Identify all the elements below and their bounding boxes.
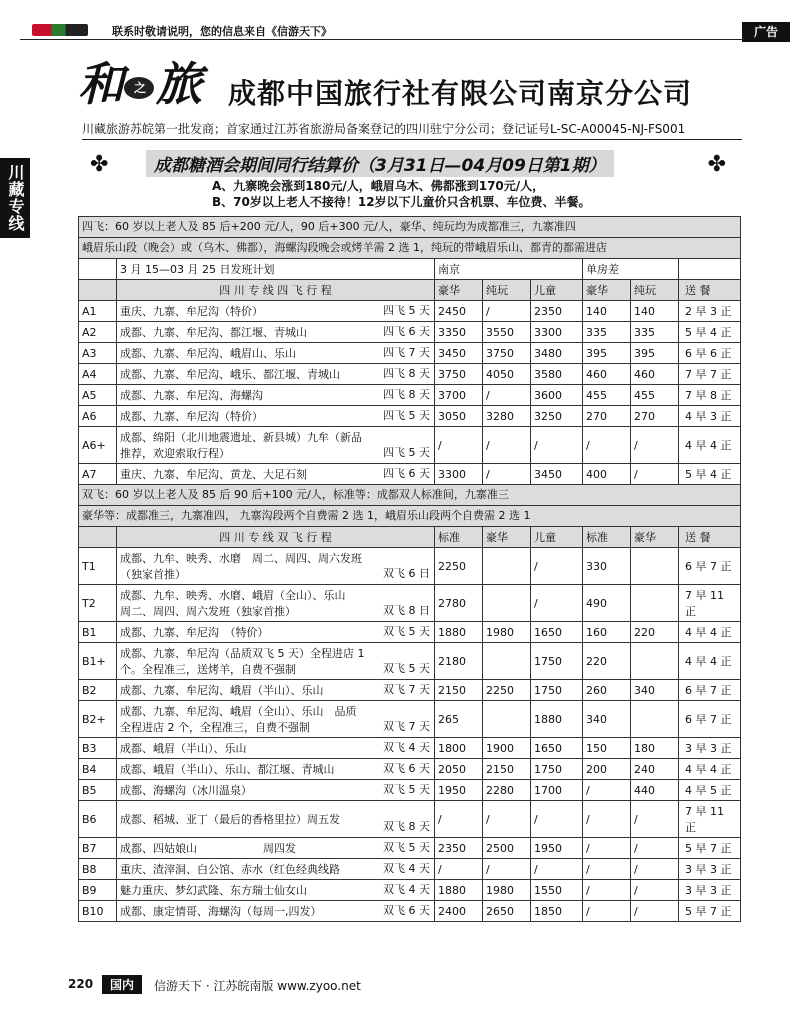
route-code: B1+ <box>79 643 117 680</box>
route-text: 成都、九寨、牟尼沟、峨眉（全山）、乐山 品质全程进店 2 个，全程准三，自费不强制 <box>120 705 357 734</box>
header-col: 儿童 <box>531 280 583 301</box>
route-days: 四飞 5 天 <box>383 304 430 317</box>
company-subline: 川藏旅游苏皖第一批发商；首家通过江苏省旅游局备案登记的四川驻宁分公司；登记证号L-SC-A00045-NJ-FS001 <box>82 120 742 140</box>
price-cell: 1700 <box>531 780 583 801</box>
route-code: A6+ <box>79 427 117 464</box>
price-cell: 460 <box>583 364 631 385</box>
price-cell: 1980 <box>483 880 531 901</box>
price-cell: 4 早 4 正 <box>679 643 741 680</box>
price-cell: 7 早 7 正 <box>679 364 741 385</box>
price-cell: 3450 <box>435 343 483 364</box>
route-cell <box>117 643 435 680</box>
table-row <box>79 301 741 322</box>
section2-note2: 豪华等：成都准三，九寨准四， 九寨沟段两个自费需 2 选 1，峨眉乐山段两个自费需 2 选 1 <box>79 506 741 527</box>
header-col: 送 餐 <box>679 280 741 301</box>
route-days: 双飞 5 天 <box>383 841 430 854</box>
route-code: B3 <box>79 738 117 759</box>
price-cell: 270 <box>583 406 631 427</box>
route-text: 魅力重庆、梦幻武隆、东方瑞士仙女山 <box>120 884 307 897</box>
table-row <box>79 801 741 838</box>
publisher-logo <box>32 24 88 36</box>
single-room-label: 单房差 <box>583 259 679 280</box>
header-col: 豪华 <box>631 527 679 548</box>
price-cell: 260 <box>583 680 631 701</box>
price-cell: 6 早 7 正 <box>679 701 741 738</box>
price-cell: 220 <box>631 622 679 643</box>
table-row <box>79 585 741 622</box>
route-text: 重庆、九寨、牟尼沟（特价） <box>120 305 263 318</box>
header-col: 豪华 <box>435 280 483 301</box>
route-code: B10 <box>79 901 117 922</box>
table-row <box>79 780 741 801</box>
schedule-text: 3 月 15—03 月 25 日发班计划 <box>117 259 435 280</box>
price-cell: 2500 <box>483 838 531 859</box>
route-text: 成都、九寨、牟尼沟、都江堰、青城山 <box>120 326 307 339</box>
route-text: 成都、九寨、牟尼沟、峨乐、都江堰、青城山 <box>120 368 340 381</box>
note-row <box>79 217 741 238</box>
price-cell <box>631 585 679 622</box>
price-cell: / <box>583 859 631 880</box>
route-code: B7 <box>79 838 117 859</box>
price-cell: 2450 <box>435 301 483 322</box>
price-cell: 2250 <box>483 680 531 701</box>
price-cell: 240 <box>631 759 679 780</box>
price-cell: 4 早 4 正 <box>679 759 741 780</box>
route-code: B2 <box>79 680 117 701</box>
price-cell: 270 <box>631 406 679 427</box>
price-cell: 2280 <box>483 780 531 801</box>
price-cell: 335 <box>631 322 679 343</box>
note-row <box>79 485 741 506</box>
price-cell: 3480 <box>531 343 583 364</box>
table-row <box>79 548 741 585</box>
price-cell: 160 <box>583 622 631 643</box>
price-cell: / <box>631 838 679 859</box>
schedule-blank <box>679 259 741 280</box>
price-cell: 3550 <box>483 322 531 343</box>
route-text: 成都、四姑娘山 周四发 <box>120 842 296 855</box>
header-col: 标准 <box>583 527 631 548</box>
route-days: 双飞 5 天 <box>383 783 430 796</box>
section-tag: 国内 <box>102 975 142 994</box>
route-text: 成都、九寨、牟尼沟、峨眉（半山）、乐山 <box>120 684 324 697</box>
header-row <box>79 280 741 301</box>
route-cell <box>117 901 435 922</box>
price-title: 成都糖酒会期间同行结算价（3月31日—04月09日第1期） <box>146 150 614 177</box>
price-cell: 2050 <box>435 759 483 780</box>
price-cell: / <box>531 859 583 880</box>
price-cell: / <box>435 859 483 880</box>
company-name: 成都中国旅行社有限公司南京分公司 <box>228 77 693 110</box>
table-row <box>79 738 741 759</box>
price-cell: 2350 <box>531 301 583 322</box>
publication-name: 信游天下 · 江苏皖南版 www.zyoo.net <box>154 979 361 993</box>
price-cell: 1650 <box>531 622 583 643</box>
route-text: 成都、九寨、牟尼沟（品质双飞 5 天）全程进店 1 个。全程准三，送烤羊，自费不强制 <box>120 647 365 676</box>
price-cell: 1880 <box>435 880 483 901</box>
route-cell <box>117 622 435 643</box>
route-cell <box>117 322 435 343</box>
table-row <box>79 880 741 901</box>
route-code: T2 <box>79 585 117 622</box>
route-code: A3 <box>79 343 117 364</box>
route-text: 重庆、九寨、牟尼沟、黄龙、大足石刻 <box>120 468 307 481</box>
route-cell <box>117 585 435 622</box>
route-text: 成都、海螺沟（冰川温泉） <box>120 784 252 797</box>
route-days: 双飞 6 天 <box>383 904 430 917</box>
route-code: B1 <box>79 622 117 643</box>
route-text: 成都、稻城、亚丁（最后的香格里拉）周五发 <box>120 813 340 826</box>
price-cell: 220 <box>583 643 631 680</box>
route-days: 四飞 8 天 <box>383 388 430 401</box>
route-days: 双飞 4 天 <box>383 862 430 875</box>
price-cell: 3 早 3 正 <box>679 738 741 759</box>
route-text: 重庆、渣滓洞、白公馆、赤水（红色经典线路 <box>120 863 340 876</box>
price-cell: / <box>435 801 483 838</box>
price-cell: / <box>435 427 483 464</box>
top-note: 联系时敬请说明，您的信息来自《信游天下》 <box>112 25 332 38</box>
table-row <box>79 622 741 643</box>
price-cell: / <box>483 464 531 485</box>
price-cell: 395 <box>583 343 631 364</box>
price-cell: 340 <box>583 701 631 738</box>
table-row <box>79 385 741 406</box>
route-cell <box>117 548 435 585</box>
price-cell: 1880 <box>435 622 483 643</box>
price-cell: 2 早 3 正 <box>679 301 741 322</box>
table-row <box>79 680 741 701</box>
price-cell: / <box>631 880 679 901</box>
price-cell: 3050 <box>435 406 483 427</box>
price-cell: 455 <box>631 385 679 406</box>
footer <box>64 976 764 994</box>
section1-note1: 四飞：60 岁以上老人及 85 后+200 元/人，90 后+300 元/人，豪华、纯玩均为成都准三，九寨准四 <box>79 217 741 238</box>
route-text: 成都、九寨、牟尼沟、海螺沟 <box>120 389 263 402</box>
price-cell: 5 早 7 正 <box>679 838 741 859</box>
table-row <box>79 643 741 680</box>
side-tab: 川藏专线 <box>0 158 30 238</box>
price-cell: / <box>631 427 679 464</box>
price-cell <box>483 548 531 585</box>
route-days: 四飞 5 天 <box>383 446 430 459</box>
price-cell: 3 早 3 正 <box>679 880 741 901</box>
price-cell: 330 <box>583 548 631 585</box>
route-code: A5 <box>79 385 117 406</box>
price-cell: / <box>483 859 531 880</box>
price-cell: / <box>531 427 583 464</box>
route-days: 双飞 6 天 <box>383 762 430 775</box>
schedule-blank <box>79 259 117 280</box>
brand-script-logo: 和 之 旅 <box>78 57 200 111</box>
route-text: 成都、九牟、映秀、水磨 周二、周四、周六发班（独家首推） <box>120 552 362 581</box>
route-code: A2 <box>79 322 117 343</box>
price-cell: 1980 <box>483 622 531 643</box>
price-cell: 335 <box>583 322 631 343</box>
price-cell: / <box>583 427 631 464</box>
ad-badge: 广告 <box>742 22 790 42</box>
route-code: B8 <box>79 859 117 880</box>
route-text: 成都、康定情哥、海螺沟（每周一,四发） <box>120 905 322 918</box>
route-cell <box>117 385 435 406</box>
route-code: T1 <box>79 548 117 585</box>
price-cell: 3300 <box>435 464 483 485</box>
price-cell: 4 早 4 正 <box>679 622 741 643</box>
header-blank <box>79 527 117 548</box>
price-cell: 1750 <box>531 680 583 701</box>
route-text: 成都、九寨、牟尼沟（特价） <box>120 410 263 423</box>
price-cell: 4 早 3 正 <box>679 406 741 427</box>
page-number: 220 <box>68 977 94 991</box>
table-row <box>79 343 741 364</box>
price-cell: / <box>531 585 583 622</box>
price-cell <box>631 643 679 680</box>
header-route: 四 川 专 线 四 飞 行 程 <box>117 280 435 301</box>
route-code: B9 <box>79 880 117 901</box>
nanjing-label: 南京 <box>435 259 583 280</box>
price-cell <box>631 701 679 738</box>
route-cell <box>117 364 435 385</box>
clover-icon: ✤ <box>90 152 109 177</box>
price-cell: 1800 <box>435 738 483 759</box>
price-cell: 3580 <box>531 364 583 385</box>
route-cell <box>117 880 435 901</box>
price-cell: 2150 <box>435 680 483 701</box>
price-cell: 3 早 3 正 <box>679 859 741 880</box>
top-bar <box>20 22 790 40</box>
price-cell: / <box>583 838 631 859</box>
route-cell <box>117 738 435 759</box>
section1-note2: 峨眉乐山段（晚会）或（乌木、佛都），海螺沟段晚会或烤羊需 2 选 1，纯玩的带峨眉乐山、都青的都需进店 <box>79 238 741 259</box>
price-cell: 2780 <box>435 585 483 622</box>
price-cell: 3700 <box>435 385 483 406</box>
table-row <box>79 364 741 385</box>
route-cell <box>117 838 435 859</box>
route-code: A1 <box>79 301 117 322</box>
route-cell <box>117 680 435 701</box>
header-col: 豪华 <box>583 280 631 301</box>
route-days: 双飞 4 天 <box>383 741 430 754</box>
price-cell: 200 <box>583 759 631 780</box>
price-cell: 265 <box>435 701 483 738</box>
price-cell: 150 <box>583 738 631 759</box>
route-days: 四飞 5 天 <box>383 409 430 422</box>
price-cell: 1650 <box>531 738 583 759</box>
route-text: 成都、绵阳（北川地震遗址、新县城）九牟（新品推荐，欢迎索取行程） <box>120 431 362 460</box>
header-col: 儿童 <box>531 527 583 548</box>
route-cell <box>117 406 435 427</box>
route-code: B2+ <box>79 701 117 738</box>
price-table <box>78 216 741 922</box>
route-code: B4 <box>79 759 117 780</box>
price-cell: 3750 <box>435 364 483 385</box>
price-cell: / <box>483 427 531 464</box>
note-row <box>79 238 741 259</box>
price-cell: 5 早 4 正 <box>679 322 741 343</box>
route-days: 双飞 7 天 <box>383 720 430 733</box>
price-cell: 140 <box>583 301 631 322</box>
price-cell: 3450 <box>531 464 583 485</box>
route-code: A7 <box>79 464 117 485</box>
price-cell: / <box>631 801 679 838</box>
price-cell: 2180 <box>435 643 483 680</box>
route-days: 双飞 8 天 <box>383 820 430 833</box>
brand-header <box>78 48 738 120</box>
price-cell <box>483 585 531 622</box>
header-blank <box>79 280 117 301</box>
table-row <box>79 701 741 738</box>
price-cell: 340 <box>631 680 679 701</box>
schedule-row <box>79 259 741 280</box>
price-cell: 490 <box>583 585 631 622</box>
price-cell: / <box>483 801 531 838</box>
price-cell: 7 早 11 正 <box>679 585 741 622</box>
price-cell: / <box>531 801 583 838</box>
price-cell: / <box>583 880 631 901</box>
header-col: 豪华 <box>483 527 531 548</box>
price-cell: 6 早 7 正 <box>679 548 741 585</box>
route-days: 双飞 7 天 <box>383 683 430 696</box>
route-cell <box>117 464 435 485</box>
price-cell: 4050 <box>483 364 531 385</box>
price-cell: 6 早 6 正 <box>679 343 741 364</box>
price-cell: 6 早 7 正 <box>679 680 741 701</box>
price-cell: 1950 <box>531 838 583 859</box>
price-cell: 1850 <box>531 901 583 922</box>
price-cell: 1880 <box>531 701 583 738</box>
price-cell: / <box>483 301 531 322</box>
route-cell <box>117 301 435 322</box>
price-cell <box>483 643 531 680</box>
price-cell: 2250 <box>435 548 483 585</box>
route-text: 成都、九寨、牟尼沟、峨眉山、乐山 <box>120 347 296 360</box>
price-cell: 4 早 5 正 <box>679 780 741 801</box>
price-cell: / <box>531 548 583 585</box>
route-code: A4 <box>79 364 117 385</box>
route-days: 双飞 6 日 <box>383 567 430 580</box>
notice-a: A、九寨晚会涨到180元/人，峨眉乌木、佛都涨到170元/人， <box>212 179 545 193</box>
price-cell: 1900 <box>483 738 531 759</box>
price-cell <box>631 548 679 585</box>
price-cell: / <box>631 859 679 880</box>
table-row <box>79 859 741 880</box>
price-cell: 3280 <box>483 406 531 427</box>
price-cell: 180 <box>631 738 679 759</box>
route-days: 四飞 6 天 <box>383 325 430 338</box>
table-row <box>79 838 741 859</box>
route-days: 双飞 5 天 <box>383 625 430 638</box>
route-text: 成都、九牟、映秀、水磨、峨眉（全山）、乐山 周二、周四、周六发班（独家首推） <box>120 589 357 618</box>
header-col: 送 餐 <box>679 527 741 548</box>
route-code: B5 <box>79 780 117 801</box>
price-cell: 3300 <box>531 322 583 343</box>
route-cell <box>117 859 435 880</box>
route-cell <box>117 780 435 801</box>
price-cell: 395 <box>631 343 679 364</box>
table-row <box>79 427 741 464</box>
price-cell: 1750 <box>531 643 583 680</box>
header-route: 四 川 专 线 双 飞 行 程 <box>117 527 435 548</box>
route-cell <box>117 427 435 464</box>
price-cell: 460 <box>631 364 679 385</box>
route-text: 成都、峨眉（半山）、乐山 <box>120 742 247 755</box>
route-cell <box>117 759 435 780</box>
price-cell: / <box>583 901 631 922</box>
price-cell: / <box>583 801 631 838</box>
price-cell: 400 <box>583 464 631 485</box>
header-col: 纯玩 <box>483 280 531 301</box>
route-days: 四飞 6 天 <box>383 467 430 480</box>
price-cell: 5 早 4 正 <box>679 464 741 485</box>
table-row <box>79 322 741 343</box>
header-col: 纯玩 <box>631 280 679 301</box>
brand-zhi-seal: 之 <box>124 77 154 99</box>
route-cell <box>117 801 435 838</box>
price-cell: 2350 <box>435 838 483 859</box>
price-cell: 4 早 4 正 <box>679 427 741 464</box>
price-cell: 140 <box>631 301 679 322</box>
header-row <box>79 527 741 548</box>
section2-note1: 双飞：60 岁以上老人及 85 后 90 后+100 元/人，标准等：成都双人标准间，九寨准三 <box>79 485 741 506</box>
price-cell <box>483 701 531 738</box>
route-days: 双飞 4 天 <box>383 883 430 896</box>
price-cell: 2400 <box>435 901 483 922</box>
route-cell <box>117 343 435 364</box>
price-cell: 1550 <box>531 880 583 901</box>
price-cell: 3250 <box>531 406 583 427</box>
price-cell: 3750 <box>483 343 531 364</box>
price-cell: / <box>483 385 531 406</box>
price-cell: 3350 <box>435 322 483 343</box>
notice-b: B、70岁以上老人不接待！12岁以下儿童价只含机票、车位费、半餐。 <box>212 195 591 209</box>
route-code: A6 <box>79 406 117 427</box>
route-cell <box>117 701 435 738</box>
route-days: 双飞 5 天 <box>383 662 430 675</box>
price-cell: 3600 <box>531 385 583 406</box>
price-cell: 2150 <box>483 759 531 780</box>
price-cell: / <box>631 901 679 922</box>
table-row <box>79 901 741 922</box>
route-text: 成都、九寨、牟尼沟 （特价） <box>120 626 269 639</box>
clover-icon: ✤ <box>707 152 726 177</box>
table-row <box>79 464 741 485</box>
route-code: B6 <box>79 801 117 838</box>
price-cell: 2650 <box>483 901 531 922</box>
route-days: 四飞 7 天 <box>383 346 430 359</box>
route-days: 四飞 8 天 <box>383 367 430 380</box>
title-box <box>90 150 726 210</box>
price-cell: 1950 <box>435 780 483 801</box>
price-cell: 1750 <box>531 759 583 780</box>
price-cell: 7 早 8 正 <box>679 385 741 406</box>
route-days: 双飞 8 日 <box>383 604 430 617</box>
table-row <box>79 759 741 780</box>
price-cell: 455 <box>583 385 631 406</box>
price-cell: 440 <box>631 780 679 801</box>
note-row <box>79 506 741 527</box>
price-cell: / <box>631 464 679 485</box>
price-cell: 7 早 11 正 <box>679 801 741 838</box>
price-cell: / <box>583 780 631 801</box>
table-row <box>79 406 741 427</box>
header-col: 标准 <box>435 527 483 548</box>
route-text: 成都、峨眉（半山）、乐山、都江堰、青城山 <box>120 763 335 776</box>
price-cell: 5 早 7 正 <box>679 901 741 922</box>
